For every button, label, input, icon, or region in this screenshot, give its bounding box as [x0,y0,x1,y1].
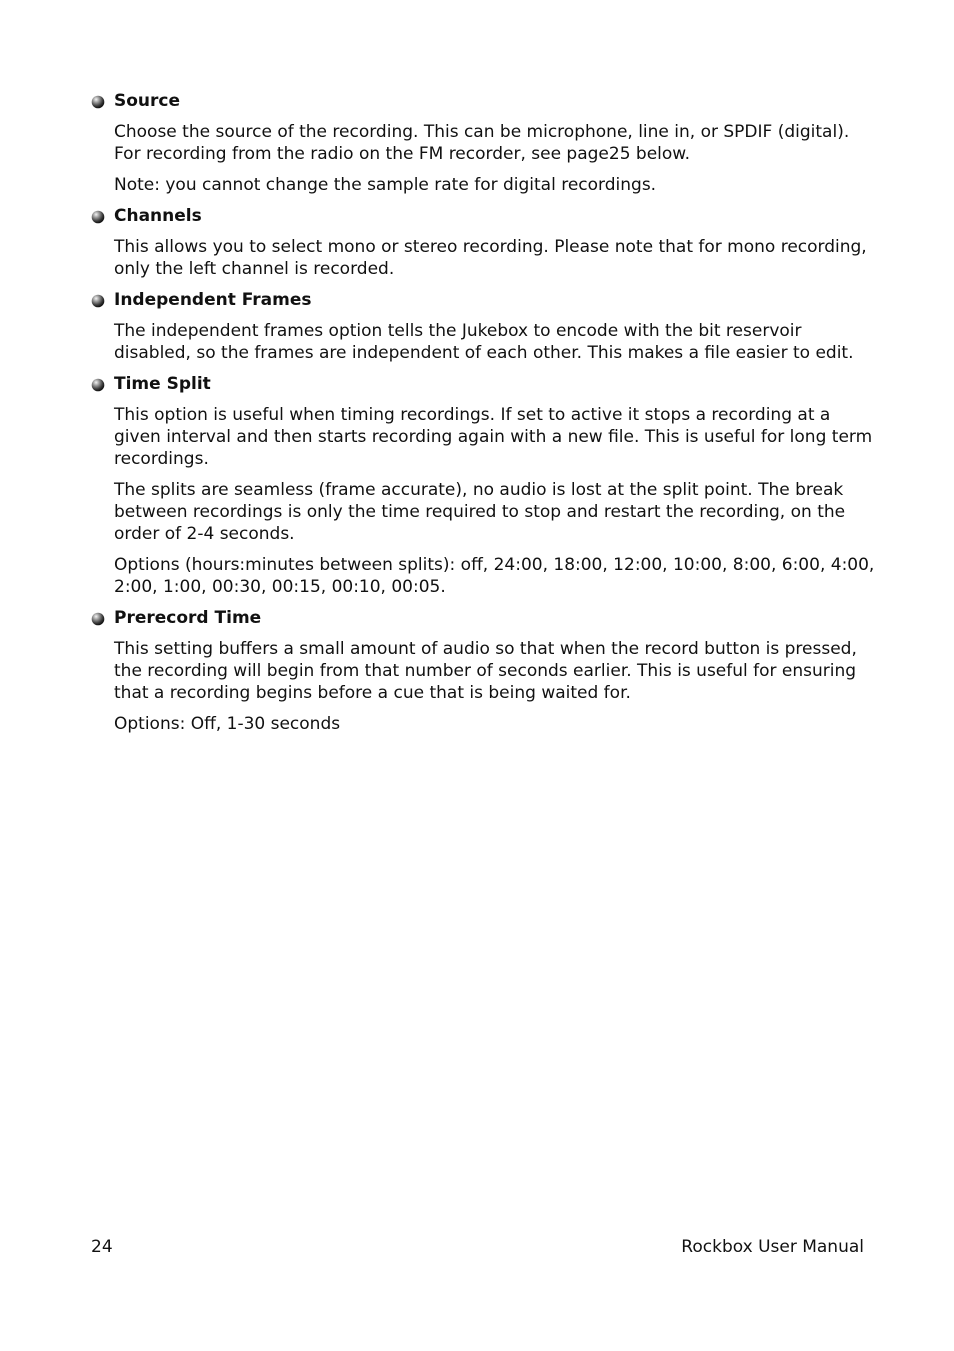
section-heading: Source [114,91,181,111]
section-heading-row [91,90,881,113]
section-source [91,90,881,196]
section-paragraph: The independent frames option tells the Jukebox to encode with the bit reservoir disabled, so the frames are independent of each other. This makes a file easier to edit. [114,321,854,363]
section-prerecord-time [91,607,881,735]
section-heading: Independent Frames [114,290,312,310]
section-heading: Channels [114,206,202,226]
sphere-bullet-icon [91,612,105,626]
section-channels [91,205,881,280]
section-paragraph: The splits are seamless (frame accurate), no audio is lost at the split point. The break between recordings is only the time required to stop and restart the recording, on the order of 2-4 seconds. [114,480,846,544]
sphere-bullet-icon [91,294,105,308]
section-heading-row [91,205,881,228]
section-paragraph: This option is useful when timing recordings. If set to active it stops a recording at a given interval and then starts recording again with a new file. This is useful for long term recordings. [114,405,873,469]
section-paragraph: Options: Off, 1-30 seconds [114,714,341,734]
sphere-bullet-icon [91,95,105,109]
section-heading-row [91,373,881,396]
section-paragraph: Choose the source of the recording. This can be microphone, line in, or SPDIF (digital). For recording from the radio on the FM recorder, see page25 below. [114,122,850,164]
section-heading: Prerecord Time [114,608,262,628]
section-time-split [91,373,881,598]
page-footer [91,1236,864,1258]
page-number: 24 [91,1237,113,1257]
section-heading: Time Split [114,374,211,394]
section-paragraph: This allows you to select mono or stereo recording. Please note that for mono recording, only the left channel is recorded. [114,237,867,279]
section-paragraph: Options (hours:minutes between splits): off, 24:00, 18:00, 12:00, 10:00, 8:00, 6:00, 4:00, 2:00, 1:00, 00:30, 00:15, 00:10, 00:05. [114,555,875,597]
sphere-bullet-icon [91,378,105,392]
section-heading-row [91,607,881,630]
section-paragraph: Note: you cannot change the sample rate for digital recordings. [114,175,657,195]
manual-title: Rockbox User Manual [681,1237,864,1257]
section-heading-row [91,289,881,312]
section-paragraph: This setting buffers a small amount of audio so that when the record button is pressed, the recording will begin from that number of seconds earlier. This is useful for ensuring that a recording begins before a cue that is being waited for. [114,639,857,703]
section-independent-frames [91,289,881,364]
page-content [91,90,881,744]
sphere-bullet-icon [91,210,105,224]
